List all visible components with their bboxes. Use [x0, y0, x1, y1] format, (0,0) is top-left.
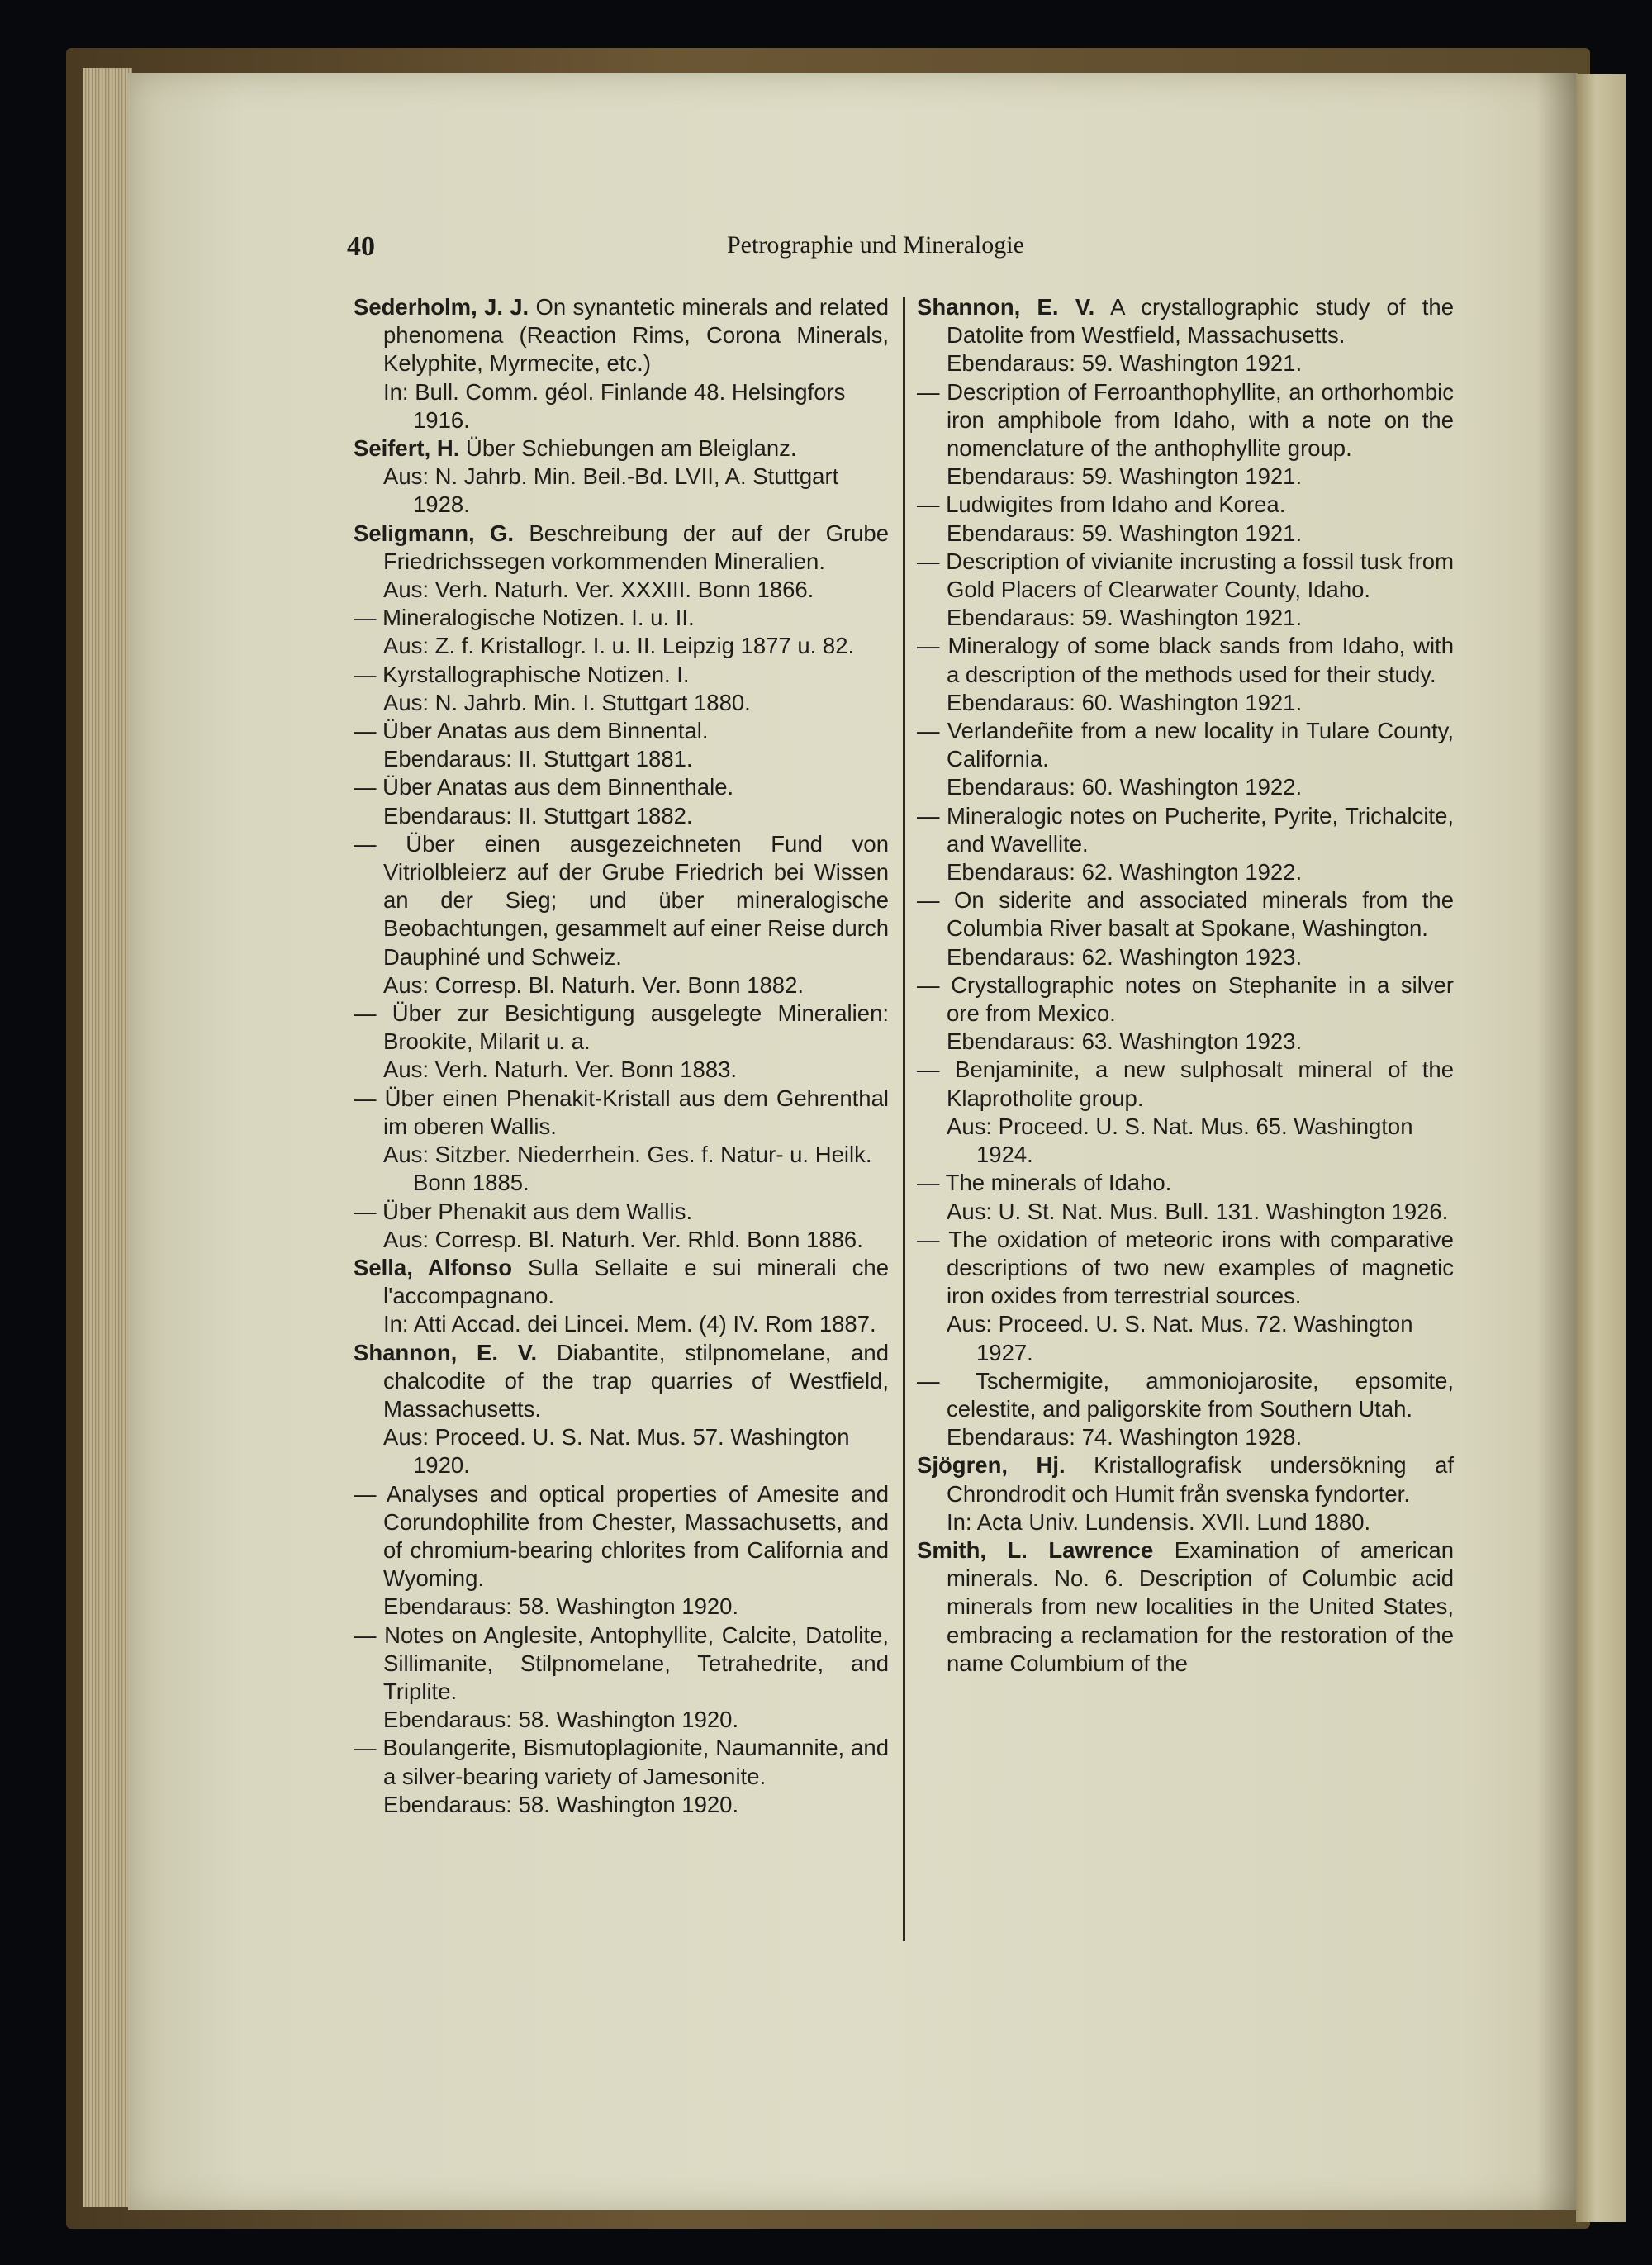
- entry-line: [917, 1367, 1454, 1423]
- entry-source: Aus: Verh. Naturh. Ver. XXXIII. Bonn 1866.: [383, 577, 814, 603]
- entry-source: Aus: Verh. Naturh. Ver. Bonn 1883.: [383, 1057, 738, 1083]
- entry-line: [917, 491, 1454, 519]
- bibliography-entry: [354, 520, 889, 605]
- bibliography-entry: [917, 1226, 1454, 1367]
- bibliography-entry: [917, 491, 1454, 547]
- entry-title: Über Anatas aus dem Binnental.: [382, 718, 709, 744]
- entry-title: Diabantite, stilpnomelane, and chalcodite of the trap quarries of Westfield, Massachusetts.: [383, 1339, 889, 1422]
- author-name: Sederholm, J. J.: [354, 294, 529, 320]
- entry-source: Ebendaraus: 60. Washington 1921.: [947, 689, 1303, 715]
- entry-line: [354, 1339, 889, 1424]
- entry-line: [354, 830, 889, 971]
- bibliography-entry: [354, 604, 889, 660]
- ditto-dash: —: [917, 887, 940, 914]
- bibliography-entry: [917, 1056, 1454, 1169]
- entry-title: The minerals of Idaho.: [945, 1170, 1172, 1196]
- bibliography-entry: [354, 1339, 889, 1480]
- column-divider: [903, 297, 905, 1941]
- entry-title: A crystallographic study of the Datolite from Westfield, Massachusetts.: [947, 294, 1454, 349]
- bibliography-entry: [354, 434, 889, 520]
- entry-title: Boulangerite, Bismutoplagionite, Naumannite, and a silver-bearing variety of Jamesonite.: [382, 1735, 890, 1789]
- entry-title: Examination of american minerals. No. 6. Description of Columbic acid minerals from new localities in the United States, embracing a reclamation for the restoration of the name Columbium of the: [947, 1536, 1454, 1676]
- entry-source: In: Acta Univ. Lundensis. XVII. Lund 1880.: [947, 1508, 1371, 1535]
- entry-title: On synantetic minerals and related phenomena (Reaction Rims, Corona Minerals, Kelyphite, Myrmecite, etc.): [383, 294, 889, 377]
- entry-title: The oxidation of meteoric irons with comparative descriptions of two new examples of magnetic iron oxides from terrestrial sources.: [947, 1226, 1454, 1309]
- entry-source: Aus: Z. f. Kristallogr. I. u. II. Leipzig 1877 u. 82.: [383, 633, 855, 659]
- entry-source: Aus: Proceed. U. S. Nat. Mus. 65. Washington 1924.: [947, 1113, 1413, 1168]
- entry-line: [917, 1451, 1454, 1508]
- entry-line: [354, 717, 889, 745]
- author-name: Sjögren, Hj.: [917, 1452, 1066, 1479]
- bibliography-entry: [917, 802, 1454, 887]
- entry-source: In: Atti Accad. dei Lincei. Mem. (4) IV. Rom 1887.: [383, 1311, 876, 1337]
- entry-source: In: Bull. Comm. géol. Finlande 48. Helsingfors 1916.: [383, 378, 846, 433]
- entry-title: Description of vivianite incrusting a fossil tusk from Gold Placers of Clearwater County, Idaho.: [946, 548, 1454, 603]
- ditto-dash: —: [354, 1480, 377, 1507]
- entry-title: Description of Ferroanthophyllite, an orthorhombic iron amphibole from Idaho, with a note on the nomenclature of the anthophyllite group.: [947, 378, 1455, 462]
- gutter-shadow: [1536, 73, 1578, 2210]
- bibliography-entry: [917, 1451, 1454, 1536]
- entry-source: Ebendaraus: 74. Washington 1928.: [947, 1424, 1303, 1451]
- bibliography-entry: [354, 717, 889, 773]
- entry-source: Ebendaraus: 63. Washington 1923.: [947, 1028, 1303, 1055]
- left-column: [354, 293, 889, 1819]
- entry-line: [917, 717, 1454, 773]
- entry-title: Benjaminite, a new sulphosalt mineral of the Klaprotholite group.: [947, 1057, 1454, 1111]
- entry-line: [354, 434, 889, 463]
- entry-line: [917, 632, 1454, 688]
- entry-line: [354, 661, 889, 689]
- ditto-dash: —: [917, 491, 940, 518]
- entry-title: Über Schiebungen am Bleiglanz.: [466, 435, 797, 462]
- entry-source: Aus: U. St. Nat. Mus. Bull. 131. Washington 1926.: [947, 1198, 1449, 1224]
- entry-title: On siderite and associated minerals from the Columbia River basalt at Spokane, Washington.: [947, 887, 1454, 942]
- entry-source: Aus: N. Jahrb. Min. Beil.-Bd. LVII, A. Stuttgart 1928.: [383, 463, 839, 518]
- bibliography-entry: [917, 971, 1454, 1057]
- bibliography-entry: [354, 1085, 889, 1198]
- entry-source: Ebendaraus: 59. Washington 1921.: [947, 350, 1303, 377]
- entry-source: Ebendaraus: 58. Washington 1920.: [383, 1593, 739, 1620]
- author-name: Seifert, H.: [354, 435, 460, 462]
- ditto-dash: —: [354, 1735, 377, 1761]
- entry-source: Aus: Corresp. Bl. Naturh. Ver. Bonn 1882.: [383, 971, 805, 998]
- ditto-dash: —: [917, 802, 940, 829]
- entry-line: [917, 293, 1454, 349]
- ditto-dash: —: [354, 605, 377, 631]
- entry-title: Über zur Besichtigung ausgelegte Mineralien: Brookite, Milarit u. a.: [383, 1000, 889, 1055]
- entry-source: Aus: Proceed. U. S. Nat. Mus. 72. Washington 1927.: [947, 1311, 1413, 1365]
- entry-line: [354, 520, 889, 576]
- next-page-edge: [1576, 74, 1626, 2222]
- bibliography-entry: [917, 1367, 1454, 1452]
- entry-source: Ebendaraus: 62. Washington 1923.: [947, 943, 1303, 970]
- ditto-dash: —: [354, 1198, 377, 1224]
- entry-line: [917, 971, 1454, 1028]
- bibliography-entry: [354, 1622, 889, 1735]
- ditto-dash: —: [917, 1226, 940, 1252]
- running-header: Petrographie und Mineralogie: [727, 231, 1024, 259]
- bibliography-entry: [917, 1536, 1454, 1678]
- entry-line: [917, 886, 1454, 943]
- entry-source: Ebendaraus: 59. Washington 1921.: [947, 463, 1303, 490]
- ditto-dash: —: [917, 971, 940, 998]
- entry-line: [354, 1198, 889, 1226]
- ditto-dash: —: [354, 830, 377, 857]
- entry-line: [354, 1085, 889, 1141]
- ditto-dash: —: [917, 633, 940, 659]
- ditto-dash: —: [354, 1085, 377, 1111]
- bibliography-entry: [917, 632, 1454, 717]
- entry-title: Kristallografisk undersökning af Chrondrodit och Humit från svenska fyndorter.: [947, 1452, 1455, 1507]
- entry-source: Ebendaraus: 58. Washington 1920.: [383, 1707, 739, 1733]
- ditto-dash: —: [917, 1057, 940, 1083]
- entry-line: [917, 1169, 1454, 1197]
- author-name: Seligmann, G.: [354, 520, 515, 546]
- entry-title: Über einen Phenakit-Kristall aus dem Gehrenthal im oberen Wallis.: [383, 1085, 889, 1139]
- bibliography-entry: [354, 1198, 889, 1254]
- ditto-dash: —: [917, 1367, 940, 1394]
- entry-source: Aus: Proceed. U. S. Nat. Mus. 57. Washington 1920.: [383, 1424, 850, 1479]
- entry-title: Mineralogy of some black sands from Idaho, with a description of the methods used for their study.: [947, 633, 1454, 687]
- entry-line: [354, 604, 889, 632]
- ditto-dash: —: [354, 718, 377, 744]
- ditto-dash: —: [354, 1622, 377, 1648]
- entry-source: Aus: Sitzber. Niederrhein. Ges. f. Natur- u. Heilk. Bonn 1885.: [383, 1142, 872, 1196]
- ditto-dash: —: [354, 661, 377, 687]
- entry-source: Ebendaraus: 59. Washington 1921.: [947, 605, 1303, 631]
- entry-line: [917, 1056, 1454, 1112]
- entry-title: Mineralogische Notizen. I. u. II.: [382, 605, 695, 631]
- ditto-dash: —: [917, 1170, 940, 1196]
- page-number: 40: [347, 231, 375, 262]
- bibliography-entry: [354, 1254, 889, 1339]
- bibliography-entry: [354, 293, 889, 434]
- entry-line: [917, 1226, 1454, 1311]
- bibliography-entry: [917, 548, 1454, 633]
- right-column: [917, 293, 1454, 1678]
- entry-source: Ebendaraus: 62. Washington 1922.: [947, 859, 1303, 886]
- entry-line: [354, 1480, 889, 1593]
- author-name: Smith, L. Lawrence: [917, 1536, 1154, 1563]
- entry-line: [917, 1536, 1454, 1678]
- entry-source: Aus: N. Jahrb. Min. I. Stuttgart 1880.: [383, 689, 751, 715]
- entry-title: Sulla Sellaite e sui minerali che l'accompagnano.: [383, 1254, 889, 1309]
- bibliography-entry: [354, 1480, 889, 1622]
- entry-title: Mineralogic notes on Pucherite, Pyrite, Trichalcite, and Wavellite.: [946, 802, 1454, 857]
- entry-title: Tschermigite, ammoniojarosite, epsomite, celestite, and paligorskite from Southern Utah.: [947, 1367, 1454, 1422]
- entry-source: Ebendaraus: 60. Washington 1922.: [947, 774, 1303, 800]
- entry-title: Notes on Anglesite, Antophyllite, Calcite, Datolite, Sillimanite, Stilpnomelane, Tetrahedrite, and Triplite.: [383, 1622, 889, 1704]
- entry-title: Crystallographic notes on Stephanite in a silver ore from Mexico.: [947, 971, 1455, 1027]
- entry-source: Ebendaraus: II. Stuttgart 1882.: [383, 802, 693, 829]
- ditto-dash: —: [917, 718, 940, 744]
- bibliography-entry: [917, 293, 1454, 378]
- author-name: Sella, Alfonso: [354, 1254, 513, 1280]
- bibliography-entry: [917, 717, 1454, 802]
- entry-source: Aus: Corresp. Bl. Naturh. Ver. Rhld. Bonn 1886.: [383, 1226, 863, 1252]
- entry-title: Kyrstallographische Notizen. I.: [382, 661, 690, 687]
- entry-line: [354, 1734, 889, 1790]
- entry-line: [917, 378, 1454, 463]
- bibliography-entry: [354, 1000, 889, 1085]
- bibliography-entry: [354, 830, 889, 1000]
- entry-line: [917, 548, 1454, 604]
- entry-source: Ebendaraus: II. Stuttgart 1881.: [383, 746, 693, 772]
- entry-source: Ebendaraus: 58. Washington 1920.: [383, 1791, 739, 1817]
- bibliography-entry: [917, 1169, 1454, 1225]
- entry-source: Ebendaraus: 59. Washington 1921.: [947, 520, 1303, 546]
- author-name: Shannon, E. V.: [354, 1339, 538, 1365]
- entry-title: Beschreibung der auf der Grube Friedrichssegen vorkommenden Mineralien.: [383, 520, 890, 574]
- bibliography-entry: [354, 773, 889, 829]
- page-edges: [83, 68, 132, 2207]
- entry-line: [354, 1254, 889, 1310]
- entry-title: Analyses and optical properties of Amesite and Corundophilite from Chester, Massachusetts, and of chromium-bearing chlorites from California and Wyoming.: [383, 1480, 889, 1592]
- bibliography-entry: [917, 378, 1454, 491]
- entry-title: Verlandeñite from a new locality in Tulare County, California.: [947, 718, 1454, 772]
- bibliography-entry: [354, 661, 889, 717]
- entry-title: Über Phenakit aus dem Wallis.: [382, 1198, 693, 1224]
- entry-line: [354, 1000, 889, 1056]
- author-name: Shannon, E. V.: [917, 294, 1095, 320]
- bibliography-entry: [354, 1734, 889, 1819]
- entry-line: [917, 802, 1454, 858]
- entry-title: Über einen ausgezeichneten Fund von Vitriolbleierz auf der Grube Friedrich bei Wissen an der Sieg; und über mineralogische Beobachtungen, gesammelt auf einer Reise durch Dauphiné und Schweiz.: [383, 830, 889, 970]
- entry-line: [354, 773, 889, 801]
- bibliography-entry: [917, 886, 1454, 971]
- ditto-dash: —: [354, 1000, 377, 1027]
- entry-line: [354, 1622, 889, 1707]
- entry-title: Ludwigites from Idaho and Korea.: [946, 491, 1286, 518]
- ditto-dash: —: [917, 548, 940, 574]
- ditto-dash: —: [354, 774, 377, 800]
- ditto-dash: —: [917, 378, 940, 405]
- entry-title: Über Anatas aus dem Binnenthale.: [382, 774, 734, 800]
- entry-line: [354, 293, 889, 378]
